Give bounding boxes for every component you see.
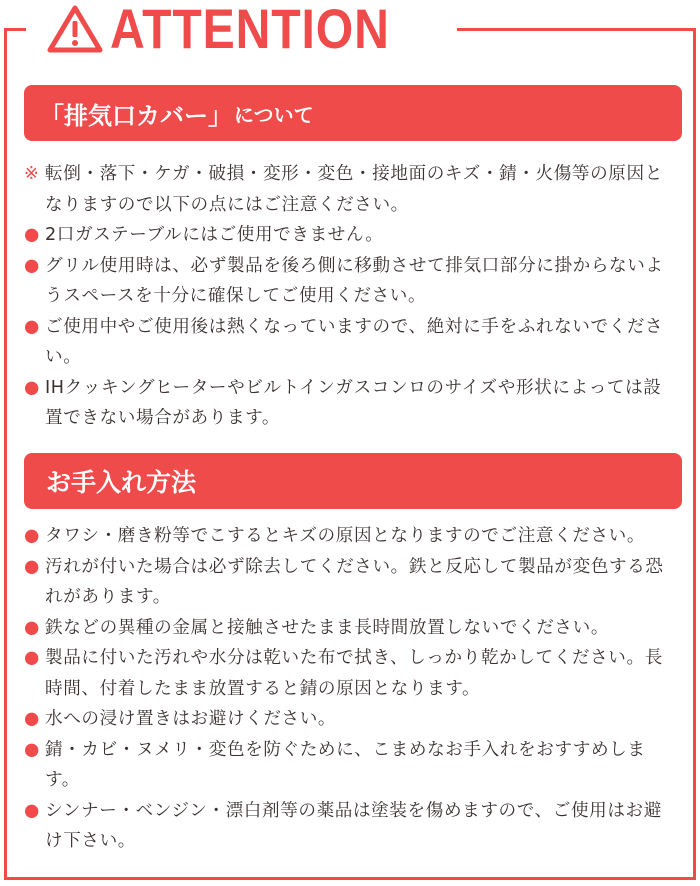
warning-triangle-icon bbox=[46, 4, 104, 54]
care-instructions bbox=[24, 521, 672, 857]
list-item bbox=[24, 251, 672, 312]
bullet-mark: ● bbox=[24, 526, 40, 546]
list-item bbox=[24, 704, 672, 735]
list-item bbox=[24, 735, 672, 796]
section-care-title: お手入れ方法 bbox=[46, 468, 197, 497]
bullet-mark: ● bbox=[24, 617, 40, 638]
bullet-mark: ● bbox=[24, 255, 40, 276]
bullet-mark: ● bbox=[24, 556, 40, 577]
bullet-mark: ● bbox=[24, 225, 40, 245]
note-text: 転倒・落下・ケガ・破損・変形・変色・接地面のキズ・錆・火傷等の原因となりますので以下の点にはご注意ください。 bbox=[45, 164, 663, 215]
note-text: グリル使用時は、必ず製品を後ろ側に移動させて排気口部分に掛からないようスペースを十分に確保してご使用ください。 bbox=[45, 255, 664, 306]
bullet-mark: ● bbox=[24, 316, 40, 337]
list-item bbox=[24, 613, 672, 644]
attention-header bbox=[26, 0, 457, 58]
bullet-mark: ● bbox=[24, 377, 40, 398]
attention-title: ATTENTION bbox=[110, 0, 390, 60]
section-care-header bbox=[24, 453, 682, 509]
section-exhaust-cover-title: 「排気口カバー」 bbox=[40, 101, 232, 130]
note-text: 2口ガステーブルにはご使用できません。 bbox=[45, 225, 384, 245]
note-text: ご使用中やご使用後は熱くなっていますので、絶対に手をふれないでください。 bbox=[45, 316, 664, 367]
bullet-mark: ● bbox=[24, 648, 40, 668]
care-text: 汚れが付いた場合は必ず除去してください。鉄と反応して製品が変色する恐れがあります。 bbox=[45, 556, 664, 607]
care-text: シンナー・ベンジン・漂白剤等の薬品は塗装を傷めますので、ご使用はお避け下さい。 bbox=[45, 800, 662, 851]
list-item bbox=[24, 643, 672, 704]
care-text: 水への浸け置きはお避けください。 bbox=[45, 709, 337, 729]
note-text: IHクッキングヒーターやビルトインガスコンロのサイズや形状によっては設置できない場合があります。 bbox=[45, 377, 662, 428]
list-item bbox=[24, 521, 672, 552]
section-exhaust-cover-suffix: について bbox=[234, 102, 314, 127]
section-exhaust-cover-header bbox=[24, 85, 682, 141]
bullet-mark: ● bbox=[24, 709, 40, 729]
list-item bbox=[24, 552, 672, 613]
list-item bbox=[24, 312, 672, 373]
bullet-mark: ● bbox=[24, 739, 40, 760]
bullet-mark: ● bbox=[24, 800, 40, 821]
list-item bbox=[24, 796, 672, 857]
care-text: 鉄などの異種の金属と接触させたまま長時間放置しないでください。 bbox=[45, 617, 610, 638]
note-mark: ※ bbox=[24, 164, 40, 184]
care-text: 製品に付いた汚れや水分は乾いた布で拭き、しっかり乾かしてください。長時間、付着したまま放置すると錆の原因となります。 bbox=[45, 648, 663, 699]
exhaust-cover-notes bbox=[24, 159, 672, 434]
list-item bbox=[24, 159, 672, 220]
list-item bbox=[24, 220, 672, 251]
list-item bbox=[24, 373, 672, 434]
care-text: 錆・カビ・ヌメリ・変色を防ぐために、こまめなお手入れをおすすめします。 bbox=[45, 739, 646, 790]
care-text: タワシ・磨き粉等でこするとキズの原因となりますのでご注意ください。 bbox=[45, 526, 646, 546]
